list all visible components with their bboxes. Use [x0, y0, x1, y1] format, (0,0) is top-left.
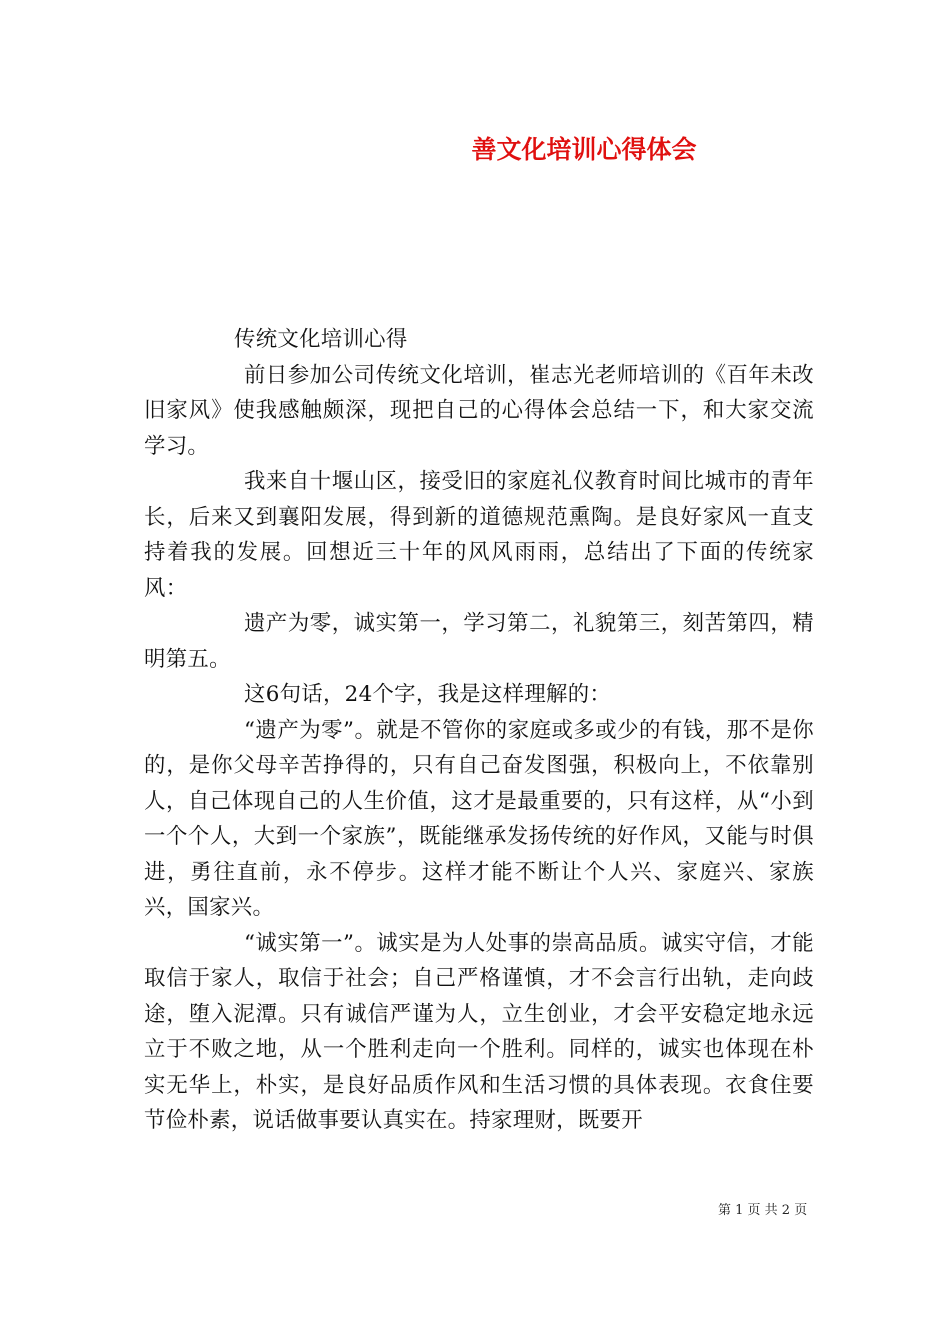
- paragraph-understanding: 这6句话，24个字，我是这样理解的：: [244, 682, 612, 707]
- document-subheading: 传统文化培训心得: [234, 327, 408, 352]
- paragraph-inheritance-zero: “遗产为零”。就是不管你的家庭或多或少的有钱，那不是你的，是你父母辛苦挣得的，只有自己奋发图强，积极向上，不依靠别人，自己体现自己的人生价值，这才是最重要的，只有这样，从“小到一个个人，大到一个家族”，既能继承发扬传统的好作风，又能与时俱进，勇往直前，永不停步。这样才能不断让个人兴、家庭兴、家族兴，国家兴。: [144, 717, 814, 920]
- paragraph-honesty-first: “诚实第一”。诚实是为人处事的崇高品质。诚实守信，才能取信于家人，取信于社会；自己严格谨慎，才不会言行出轨，走向歧途，堕入泥潭。只有诚信严谨为人，立生创业，才会平安稳定地永远立于不败之地，从一个胜利走向一个胜利。同样的，诚实也体现在朴实无华上，朴实，是良好品质作风和生活习惯的具体表现。衣食住要节俭朴素，说话做事要认真实在。持家理财，既要开: [144, 930, 814, 1133]
- page-number-footer: 第 1 页 共 2 页: [718, 1203, 808, 1218]
- paragraph-family-motto: 遗产为零，诚实第一，学习第二，礼貌第三，刻苦第四，精明第五。: [144, 611, 814, 672]
- document-body: [144, 322, 814, 1139]
- document-title: 善文化培训心得体会: [471, 135, 697, 164]
- paragraph-background: 我来自十堰山区，接受旧的家庭礼仪教育时间比城市的青年长，后来又到襄阳发展，得到新的道德规范熏陶。是良好家风一直支持着我的发展。回想近三十年的风风雨雨，总结出了下面的传统家风：: [144, 469, 814, 601]
- paragraph-intro: 前日参加公司传统文化培训，崔志光老师培训的《百年未改旧家风》使我感触颇深，现把自己的心得体会总结一下，和大家交流学习。: [144, 362, 814, 459]
